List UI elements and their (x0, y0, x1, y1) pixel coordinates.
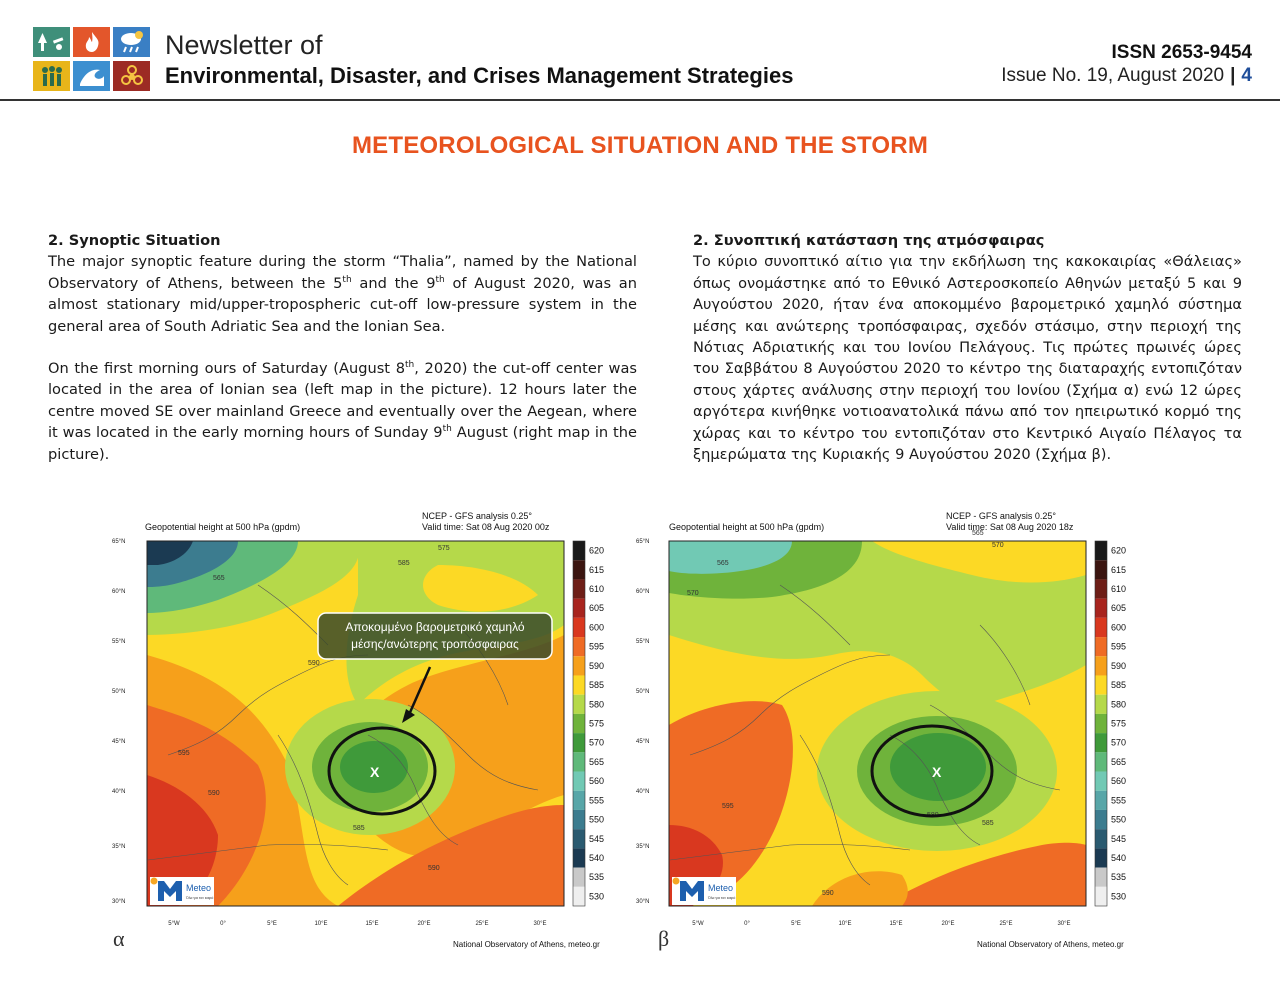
colorbar-label: 535 (589, 872, 605, 883)
svg-text:5°E: 5°E (267, 921, 277, 927)
svg-text:35°N: 35°N (636, 844, 650, 850)
colorbar-label: 615 (589, 564, 605, 575)
svg-text:585: 585 (353, 825, 365, 832)
colorbar-swatch (573, 579, 585, 598)
colorbar (1095, 541, 1126, 906)
colorbar-label: 600 (1111, 622, 1127, 633)
lat-axis (636, 539, 649, 905)
colorbar-label: 590 (589, 660, 605, 671)
colorbar-swatch (573, 829, 585, 848)
map-source: NCEP - GFS analysis 0.25° (422, 511, 532, 521)
svg-text:65°N: 65°N (636, 539, 650, 545)
colorbar-label: 535 (1111, 872, 1127, 883)
svg-text:10°E: 10°E (314, 921, 328, 927)
section-title: METEOROLOGICAL SITUATION AND THE STORM (351, 132, 929, 159)
greek-paragraph: Το κύριο συνοπτικό αίτιο για την εκδήλωση της κακοκαιρίας «Θάλειας» όπως ονομάστηκε από το Εθνικό Αστεροσκοπείο Αθηνών μεταξύ 5 και 9 Αυγούστου 2020, ήταν ένα αποκομμένο βαρομετρικό χαμηλό σύστημα μέσης και ανώτερης τροπόσφαιρας, σχεδόν στάσιμο, στην περιοχή της Νότιας Αδριατικής και του Ιονίου Πελάγους. Τις πρώτες πρωινές ώρες του Σαββάτου 8 Αυγούστου 2020 το κέντρο της διαταραχής εντοπιζόταν στους χάρτες ανάλυσης στην περιοχή του Ιονίου (Σχήμα α) ενώ 12 ώρες αργότερα κινήθηκε νοτιοανατολικά πάνω από τον ηπειρωτικό κορμό της χώρας και το κέντρο του εντοπιζόταν στο Κεντρικό Αιγαίο Πέλαγος τα ξημερώματα της Κυριακής 9 Αυγούστου 2020 (Σχήμα β). (693, 253, 1242, 464)
english-paragraph-1: The major synoptic feature during the storm “Thalia”, named by the National Observatory of Athens, between the 5th and the 9th of August 2020, was an almost stationary mid/upper-tropospheric cut-off low-pressure system in the general area of South Adriatic Sea and the Ionian Sea. (48, 253, 637, 335)
colorbar-swatch (1095, 868, 1107, 887)
svg-text:590: 590 (428, 865, 440, 872)
svg-text:590: 590 (822, 890, 834, 897)
svg-text:Meteo: Meteo (186, 883, 212, 893)
colorbar-label: 560 (1111, 776, 1127, 787)
cutoff-center-mark: X (932, 764, 942, 780)
svg-text:565: 565 (717, 560, 729, 567)
colorbar-label: 560 (589, 776, 605, 787)
colorbar-swatch (573, 541, 585, 560)
svg-text:Όλα για τον καιρό: Όλα για τον καιρό (708, 896, 736, 900)
svg-text:30°N: 30°N (636, 899, 650, 905)
colorbar-label: 565 (589, 756, 605, 767)
svg-text:40°N: 40°N (636, 789, 650, 795)
page-number: 4 (1241, 65, 1252, 86)
issue-label: Issue No. 19, August 2020 (1001, 65, 1225, 86)
colorbar-swatch (1095, 618, 1107, 637)
colorbar-label: 585 (589, 680, 605, 691)
svg-text:35°N: 35°N (112, 844, 126, 850)
lon-axis (692, 921, 1070, 927)
colorbar-swatch (1095, 772, 1107, 791)
colorbar-label: 540 (1111, 852, 1127, 863)
page-header (0, 0, 1280, 100)
colorbar-swatch (573, 772, 585, 791)
svg-text:0°: 0° (744, 921, 750, 927)
colorbar-swatch (1095, 752, 1107, 771)
svg-text:15°E: 15°E (365, 921, 379, 927)
header-rule (0, 99, 1280, 101)
colorbar-swatch (1095, 810, 1107, 829)
people-icon (33, 61, 70, 91)
colorbar-swatch (573, 695, 585, 714)
colorbar-label: 570 (589, 737, 605, 748)
svg-text:5°W: 5°W (692, 921, 704, 927)
svg-text:30°E: 30°E (533, 921, 547, 927)
svg-text:60°N: 60°N (112, 589, 126, 595)
colorbar-swatch (573, 868, 585, 887)
colorbar-swatch (1095, 695, 1107, 714)
svg-text:20°E: 20°E (417, 921, 431, 927)
colorbar-label: 550 (1111, 814, 1127, 825)
svg-text:20°E: 20°E (941, 921, 955, 927)
colorbar-swatch (1095, 637, 1107, 656)
tsunami-icon (73, 61, 110, 91)
colorbar-label: 570 (1111, 737, 1127, 748)
svg-text:585: 585 (398, 560, 410, 567)
svg-text:5°E: 5°E (791, 921, 801, 927)
colorbar-swatch (573, 810, 585, 829)
colorbar-swatch (1095, 541, 1107, 560)
svg-text:55°N: 55°N (636, 639, 650, 645)
newsletter-subtitle: Environmental, Disaster, and Crises Management Strategies (165, 63, 794, 88)
svg-text:565: 565 (972, 530, 984, 537)
colorbar-label: 585 (1111, 680, 1127, 691)
colorbar-label: 610 (1111, 584, 1127, 595)
greek-column (693, 230, 1242, 486)
colorbar-swatch (1095, 714, 1107, 733)
svg-text:25°E: 25°E (475, 921, 489, 927)
colorbar-label: 620 (1111, 545, 1127, 556)
svg-text:570: 570 (687, 590, 699, 597)
svg-text:30°N: 30°N (112, 899, 126, 905)
svg-text:Όλα για τον καιρό: Όλα για τον καιρό (186, 896, 214, 900)
english-heading: 2. Synoptic Situation (48, 232, 221, 249)
colorbar-swatch (573, 618, 585, 637)
newsletter-title: Newsletter of (165, 30, 323, 60)
contour-field (147, 541, 564, 906)
colorbar-swatch (573, 675, 585, 694)
svg-text:590: 590 (308, 660, 320, 667)
svg-text:570: 570 (992, 542, 1004, 549)
lat-axis (112, 539, 125, 905)
colorbar-label: 530 (589, 891, 605, 902)
colorbar-label: 540 (589, 852, 605, 863)
colorbar-swatch (1095, 887, 1107, 906)
english-column (48, 230, 637, 486)
issue-separator: | (1230, 65, 1236, 86)
svg-text:595: 595 (722, 803, 734, 810)
colorbar-swatch (1095, 848, 1107, 867)
issn: ISSN 2653-9454 (1111, 42, 1252, 63)
colorbar-label: 595 (1111, 641, 1127, 652)
colorbar-swatch (573, 714, 585, 733)
map-title: Geopotential height at 500 hPa (gpdm) (669, 522, 825, 532)
colorbar-swatch (573, 791, 585, 810)
svg-text:595: 595 (178, 750, 190, 757)
svg-text:575: 575 (438, 545, 450, 552)
biohazard-icon (113, 61, 150, 91)
colorbar-label: 575 (1111, 718, 1127, 729)
svg-text:65°N: 65°N (112, 539, 126, 545)
colorbar-swatch (573, 599, 585, 618)
colorbar-label: 590 (1111, 660, 1127, 671)
newsletter-logo (33, 27, 151, 91)
svg-text:45°N: 45°N (112, 739, 126, 745)
caption-alpha: α (113, 926, 125, 951)
colorbar-label: 580 (589, 699, 605, 710)
svg-text:50°N: 50°N (636, 689, 650, 695)
colorbar-swatch (573, 887, 585, 906)
colorbar-swatch (1095, 560, 1107, 579)
contour-field (669, 541, 1086, 906)
svg-text:40°N: 40°N (112, 789, 126, 795)
cutoff-center-mark: X (370, 764, 380, 780)
lon-axis (168, 921, 546, 927)
map-footer: National Observatory of Athens, meteo.gr (453, 940, 600, 949)
colorbar-label: 555 (589, 795, 605, 806)
deforestation-icon (33, 27, 70, 57)
svg-text:30°E: 30°E (1057, 921, 1071, 927)
caption-beta: β (658, 926, 670, 951)
colorbar-label: 565 (1111, 756, 1127, 767)
svg-text:0°: 0° (220, 921, 226, 927)
colorbar-label: 600 (589, 622, 605, 633)
colorbar-swatch (1095, 656, 1107, 675)
colorbar-label: 580 (1111, 699, 1127, 710)
svg-text:5°W: 5°W (168, 921, 180, 927)
map-source: NCEP - GFS analysis 0.25° (946, 511, 1056, 521)
svg-text:50°N: 50°N (112, 689, 126, 695)
colorbar-swatch (1095, 829, 1107, 848)
colorbar-label: 530 (1111, 891, 1127, 902)
svg-text:585: 585 (982, 820, 994, 827)
colorbar-swatch (573, 560, 585, 579)
colorbar-label: 575 (589, 718, 605, 729)
map-footer: National Observatory of Athens, meteo.gr (977, 940, 1124, 949)
annotation-line-2: μέσης/ανώτερης τροπόσφαιρας (351, 637, 519, 651)
greek-heading: 2. Συνοπτική κατάσταση της ατμόσφαιρας (693, 232, 1045, 249)
colorbar-label: 555 (1111, 795, 1127, 806)
map-valid-time: Valid time: Sat 08 Aug 2020 18z (946, 522, 1074, 532)
svg-text:60°N: 60°N (636, 589, 650, 595)
colorbar-label: 605 (1111, 603, 1127, 614)
svg-text:580: 580 (927, 812, 939, 819)
colorbar-label: 545 (1111, 833, 1127, 844)
svg-text:Meteo: Meteo (708, 883, 734, 893)
colorbar-swatch (1095, 675, 1107, 694)
colorbar-swatch (573, 733, 585, 752)
colorbar-swatch (1095, 733, 1107, 752)
colorbar-swatch (1095, 579, 1107, 598)
colorbar-swatch (573, 752, 585, 771)
colorbar-swatch (573, 656, 585, 675)
annotation-line-1: Αποκομμένο βαρομετρικό χαμηλό (345, 620, 525, 634)
storm-icon (113, 27, 150, 57)
colorbar-label: 595 (589, 641, 605, 652)
colorbar-swatch (573, 637, 585, 656)
fire-icon (73, 27, 110, 57)
svg-text:10°E: 10°E (838, 921, 852, 927)
svg-text:565: 565 (213, 575, 225, 582)
map-beta (632, 505, 1152, 959)
colorbar-swatch (1095, 791, 1107, 810)
svg-text:45°N: 45°N (636, 739, 650, 745)
svg-text:25°E: 25°E (999, 921, 1013, 927)
colorbar-label: 550 (589, 814, 605, 825)
colorbar-label: 620 (589, 545, 605, 556)
colorbar-label: 610 (589, 584, 605, 595)
svg-text:15°E: 15°E (889, 921, 903, 927)
svg-text:55°N: 55°N (112, 639, 126, 645)
map-alpha (108, 505, 628, 959)
map-valid-time: Valid time: Sat 08 Aug 2020 00z (422, 522, 550, 532)
issue-line (1001, 65, 1252, 87)
colorbar-swatch (573, 848, 585, 867)
colorbar-label: 605 (589, 603, 605, 614)
colorbar (573, 541, 604, 906)
colorbar-swatch (1095, 599, 1107, 618)
colorbar-label: 615 (1111, 564, 1127, 575)
svg-text:590: 590 (208, 790, 220, 797)
colorbar-label: 545 (589, 833, 605, 844)
english-paragraph-2: On the first morning ours of Saturday (August 8th, 2020) the cut-off center was located in the area of Ionian sea (left map in the picture). 12 hours later the centre moved SE over mainland Greece and eventually over the Aegean, where it was located in the early morning hours of Sunday 9th August (right map in the picture). (48, 360, 637, 463)
map-title: Geopotential height at 500 hPa (gpdm) (145, 522, 301, 532)
